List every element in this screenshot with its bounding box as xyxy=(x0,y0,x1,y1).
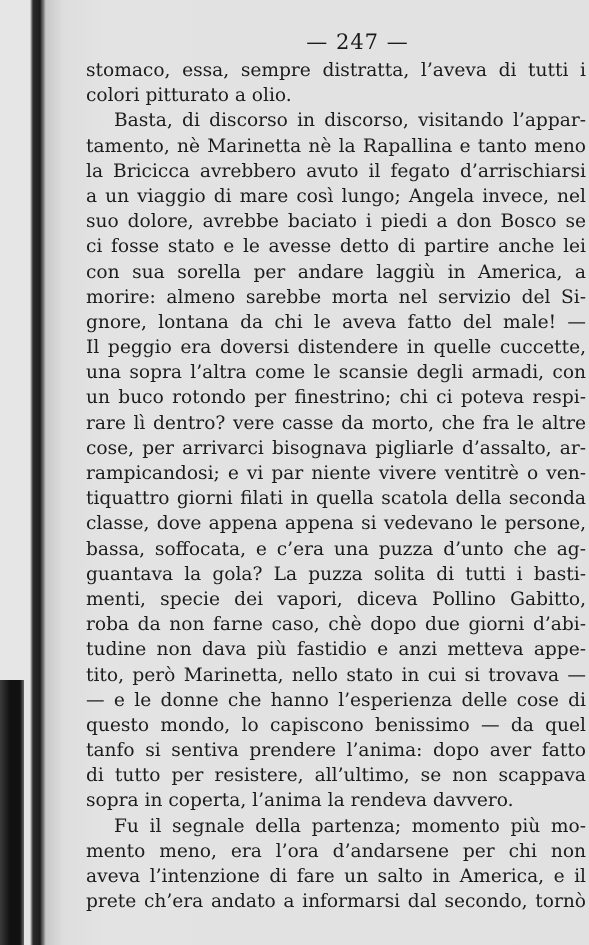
text-line: con sua sorella per andare laggiù in America, a xyxy=(86,261,586,283)
text-line: bassa, soffocata, e c’era una puzza d’unto che ag- xyxy=(86,538,586,560)
text-line: menti, specie dei vapori, diceva Pollino Gabitto, xyxy=(86,588,586,610)
text-line: Il peggio era doversi distendere in quelle cuccette, xyxy=(86,337,586,359)
text-line: questo mondo, lo capiscono benissimo — da quel xyxy=(86,714,586,736)
page-number: — 247 — xyxy=(306,30,409,54)
text-line: Fu il segnale della partenza; momento più mo- xyxy=(114,815,586,837)
text-line: tito, però Marinetta, nello stato in cui si trovava — xyxy=(86,664,586,686)
text-line: rampicandosi; e vi par niente vivere ventitrè o ven- xyxy=(86,463,586,484)
text-line: una sopra l’altra come le scansie degli armadi, con xyxy=(86,362,586,384)
text-line: Basta, di discorso in discorso, visitando l’appar- xyxy=(114,110,586,132)
text-line: guantava la gola? La puzza solita di tutti i basti- xyxy=(86,563,586,585)
text-line: suo dolore, avrebbe baciato i piedi a don Bosco se xyxy=(86,211,586,233)
text-line: stomaco, essa, sempre distratta, l’aveva di tutti i xyxy=(86,60,586,81)
text-line: tanfo si sentiva prendere l’anima: dopo aver fatto xyxy=(86,740,586,762)
text-line: la Bricicca avrebbero avuto il fegato d’arrischiarsi xyxy=(86,160,586,182)
text-line: roba da non farne caso, chè dopo due giorni d’abi- xyxy=(86,614,586,636)
text-line: tamento, nè Marinetta nè la Rapallina e tanto meno xyxy=(86,135,586,157)
page-surface xyxy=(46,0,589,945)
text-line: gnore, lontana da chi le aveva fatto del male! — xyxy=(86,311,586,333)
text-line: ci fosse stato e le avesse detto di partire anche lei xyxy=(86,236,586,258)
body-text xyxy=(86,58,586,914)
text-line: classe, dove appena appena si vedevano le persone, xyxy=(86,513,586,535)
text-line: rare lì dentro? vere casse da morto, che fra le altre xyxy=(86,412,586,434)
text-line: sopra in coperta, l’anima la rendeva davvero. xyxy=(86,790,514,812)
text-line: tudine non dava più fastidio e anzi metteva appe- xyxy=(86,639,586,661)
text-line: colori pitturato a olio. xyxy=(86,85,292,107)
text-line: prete ch’era andato a informarsi dal secondo, tornò xyxy=(86,891,586,913)
text-line: a un viaggio di mare così lungo; Angela invece, nel xyxy=(86,185,586,207)
text-line: — e le donne che hanno l’esperienza delle cose di xyxy=(86,689,586,711)
text-line: aveva l’intenzione di fare un salto in America, e il xyxy=(86,866,586,887)
text-line: tiquattro giorni filati in quella scatola della seconda xyxy=(86,488,586,510)
text-line: un buco rotondo per finestrino; chi ci poteva respi- xyxy=(86,387,586,409)
text-line: cose, per arrivarci bisognava pigliarle d’assalto, ar- xyxy=(86,437,586,459)
book-binding-edge xyxy=(0,680,24,945)
text-line: morire: almeno sarebbe morta nel servizio del Si- xyxy=(86,286,586,308)
text-line: mento meno, era l’ora d’andarsene per chi non xyxy=(86,840,586,862)
text-line: di tutto per resistere, all’ultimo, se non scappava xyxy=(86,765,586,787)
